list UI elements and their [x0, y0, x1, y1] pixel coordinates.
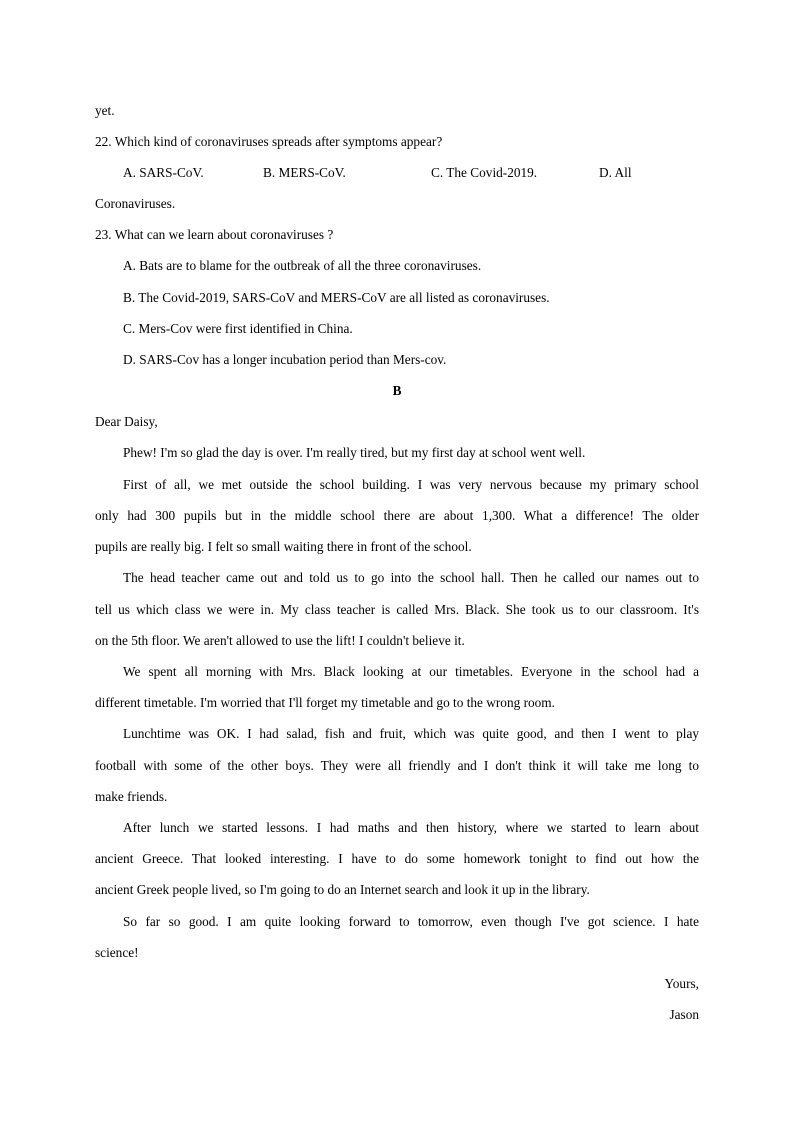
- section-b-heading: B: [392, 383, 402, 398]
- letter-signature: Jason: [669, 1007, 699, 1022]
- letter-line: ancient Greece. That looked interesting. I have to do some homework tonight to find out how the: [95, 851, 699, 866]
- letter-line: make friends.: [95, 789, 168, 804]
- q22-option-b: B. MERS-CoV.: [263, 165, 346, 180]
- q22-option-c: C. The Covid-2019.: [431, 165, 538, 180]
- q23-question: 23. What can we learn about coronaviruses ?: [95, 227, 334, 242]
- letter-line: on the 5th floor. We aren't allowed to use the lift! I couldn't believe it.: [95, 633, 465, 648]
- letter-closing: Yours,: [664, 976, 699, 991]
- letter-greeting: Dear Daisy,: [95, 414, 158, 429]
- letter-line: only had 300 pupils but in the middle school there are about 1,300. What a difference! The older: [95, 508, 699, 523]
- q23-option-c: C. Mers-Cov were first identified in China.: [123, 321, 353, 336]
- q21-tail: yet.: [95, 103, 115, 118]
- letter-line: First of all, we met outside the school building. I was very nervous because my primary school: [123, 477, 699, 492]
- letter-line: Phew! I'm so glad the day is over. I'm really tired, but my first day at school went well.: [123, 445, 586, 460]
- q23-option-a: A. Bats are to blame for the outbreak of all the three coronaviruses.: [123, 258, 482, 273]
- letter-line: So far so good. I am quite looking forward to tomorrow, even though I've got science. I hate: [123, 914, 699, 929]
- letter-line: different timetable. I'm worried that I'll forget my timetable and go to the wrong room.: [95, 695, 555, 710]
- letter-line: pupils are really big. I felt so small waiting there in front of the school.: [95, 539, 472, 554]
- q23-option-b: B. The Covid-2019, SARS-CoV and MERS-CoV are all listed as coronaviruses.: [123, 290, 550, 305]
- letter-line: football with some of the other boys. They were all friendly and I don't think it will take me long to: [95, 758, 699, 773]
- letter-line: Lunchtime was OK. I had salad, fish and fruit, which was quite good, and then I went to play: [123, 726, 699, 741]
- q22-option-a: A. SARS-CoV.: [123, 165, 204, 180]
- letter-line: science!: [95, 945, 139, 960]
- q22-question: 22. Which kind of coronaviruses spreads after symptoms appear?: [95, 134, 443, 149]
- letter-line: We spent all morning with Mrs. Black looking at our timetables. Everyone in the school had a: [123, 664, 699, 679]
- q22-option-d: D. All: [599, 165, 632, 180]
- letter-line: ancient Greek people lived, so I'm going to do an Internet search and look it up in the library.: [95, 882, 590, 897]
- letter-line: The head teacher came out and told us to go into the school hall. Then he called our names out to: [123, 570, 699, 585]
- letter-line: After lunch we started lessons. I had maths and then history, where we started to learn about: [123, 820, 699, 835]
- letter-line: tell us which class we were in. My class teacher is called Mrs. Black. She took us to our classroom. It's: [95, 602, 699, 617]
- q22-option-d-continued: Coronaviruses.: [95, 196, 176, 211]
- q23-option-d: D. SARS-Cov has a longer incubation period than Mers-cov.: [123, 352, 447, 367]
